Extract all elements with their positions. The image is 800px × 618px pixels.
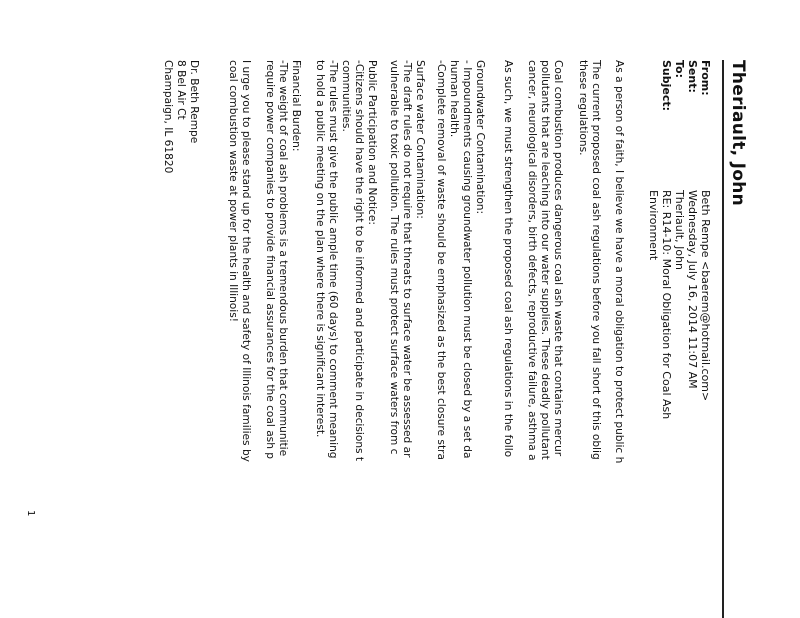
section-heading: Groundwater Contamination: xyxy=(474,60,486,215)
financial-burden-section xyxy=(263,60,302,459)
sent-label: Sent: xyxy=(686,60,699,93)
subject-label: Subject: xyxy=(660,60,673,112)
text-line: require power companies to provide financial assurances for the coal ash p xyxy=(264,60,276,460)
from-label: From: xyxy=(699,60,712,96)
to-label: To: xyxy=(673,60,686,78)
title-rule xyxy=(722,60,724,618)
sent-value: Wednesday, July 16, 2014 11:07 AM xyxy=(686,190,699,389)
section-heading: Financial Burden: xyxy=(290,60,302,152)
section-heading: Public Participation and Notice: xyxy=(366,60,378,225)
intro-paragraph xyxy=(612,60,625,463)
text-line: - Impoundments causing groundwater pollution must be closed by a set da xyxy=(461,60,473,459)
page-number: 1 xyxy=(25,510,36,517)
text-line: coal combustion waste at power plants in Illinois! xyxy=(227,60,239,322)
text-line: -Complete removal of waste should be emphasized as the best closure stra xyxy=(435,60,447,460)
public-participation-section xyxy=(313,60,378,461)
subject-value-line2: Environment xyxy=(647,190,660,261)
section-heading: Surface water Contamination: xyxy=(414,60,426,219)
subject-value-line1: RE: R14-10: Moral Obligation for Coal Ash xyxy=(660,190,673,420)
intro-line: As a person of faith, I believe we have a moral obligation to protect public h xyxy=(613,60,625,464)
text-line: -The draft rules do not require that threats to surface water be assessed ar xyxy=(401,60,413,458)
text-line: human health. xyxy=(448,60,460,138)
current-regulations-paragraph xyxy=(576,60,602,460)
from-value: Beth Rempe <baerem@hotmail.com> xyxy=(699,190,712,402)
signature-name: Dr. Beth Rempe xyxy=(188,60,200,144)
text-line: As such, we must strengthen the proposed coal ash regulations in the follo xyxy=(502,60,514,458)
signature-street: 8 Bel Air Ct xyxy=(175,60,187,120)
text-line: pollutants that are leaching into our water supplies. These deadly pollutant xyxy=(539,60,551,460)
text-line: these regulations. xyxy=(577,60,589,156)
to-value: Theriault, John xyxy=(673,190,686,271)
text-line: The current proposed coal ash regulations before you fall short of this oblig xyxy=(590,60,602,460)
as-such-paragraph xyxy=(501,60,514,457)
text-line: to hold a public meeting on the plan where there is significant interest. xyxy=(314,60,326,438)
surface-water-section xyxy=(387,60,426,457)
text-line: Coal combustion produces dangerous coal ash waste that contains mercur xyxy=(552,60,564,457)
text-line: cancer, neurological disorders, birth defects, reproductive failure, asthma a xyxy=(526,60,538,461)
text-line: -The rules must give the public ample time (60 days) to comment meaning xyxy=(327,60,339,459)
text-line: I urge you to please stand up for the health and safety of Illinois families by xyxy=(240,60,252,462)
document-title: Theriault, John xyxy=(728,60,748,207)
closing-paragraph xyxy=(226,60,252,462)
text-line: communities. xyxy=(340,60,352,132)
combustion-paragraph xyxy=(525,60,564,461)
text-line: vulnerable to toxic pollution. The rules must protect surface waters from c xyxy=(388,60,400,455)
groundwater-section xyxy=(434,60,486,460)
text-line: -Citizens should have the right to be informed and participate in decisions t xyxy=(353,60,365,462)
signature-block xyxy=(161,60,200,173)
text-line: -The weight of coal ash problems is a tremendous burden that communitie xyxy=(277,60,289,457)
signature-city: Champaign, IL 61820 xyxy=(162,60,174,174)
